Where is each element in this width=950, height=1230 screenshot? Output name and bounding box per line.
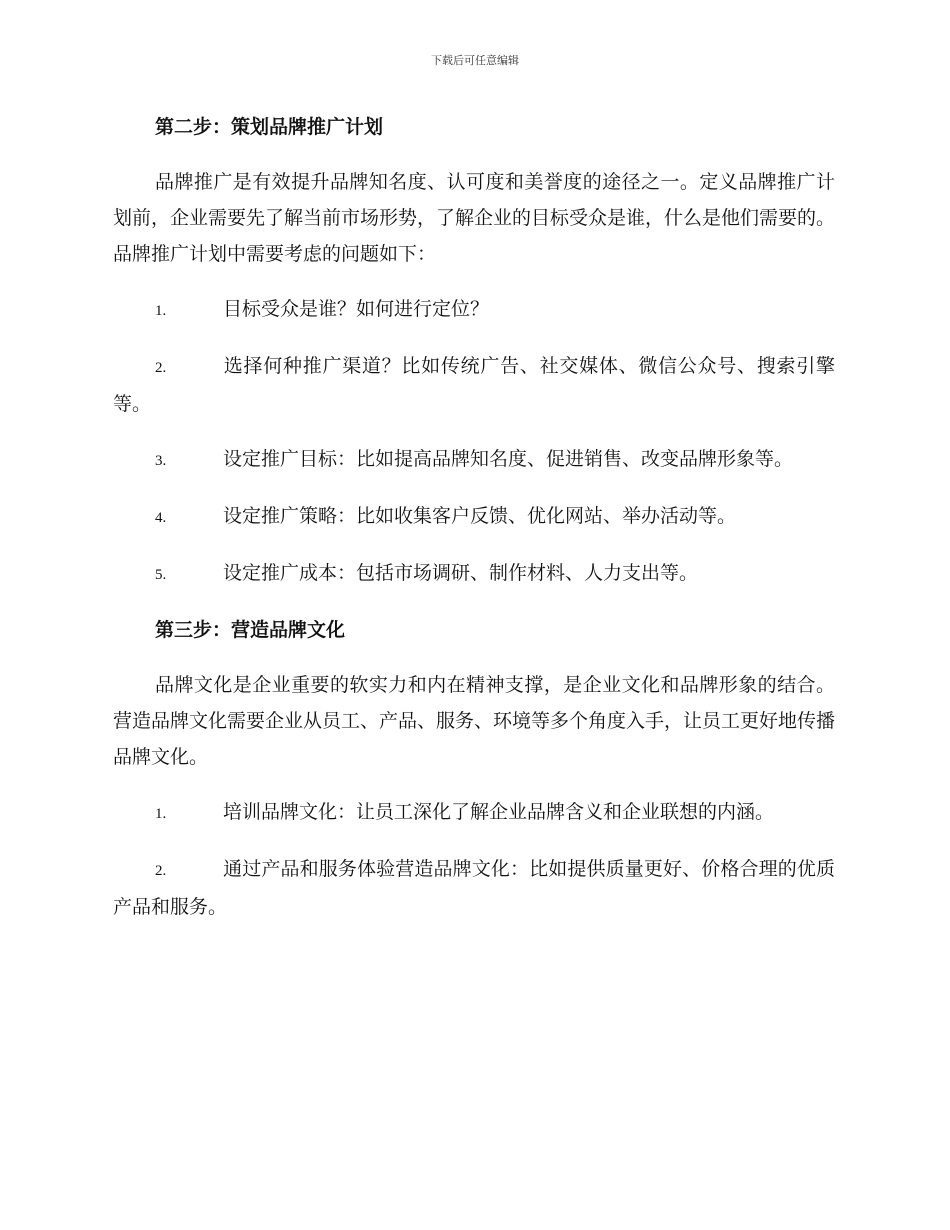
section-intro-step2: 品牌推广是有效提升品牌知名度、认可度和美誉度的途径之一。定义品牌推广计划前，企业需要先了解当前市场形势，了解企业的目标受众是谁，什么是他们需要的。品牌推广计划中需要考虑的问题如下： <box>113 171 836 265</box>
list-number: 2. <box>155 863 167 879</box>
list-number: 3. <box>155 453 167 469</box>
list-item <box>113 794 835 832</box>
section-heading-step3: 第三步：营造品牌文化 <box>155 619 346 641</box>
list-item <box>113 498 835 536</box>
list-item <box>113 555 835 593</box>
list-text: 培训品牌文化：让员工深化了解企业品牌含义和企业联想的内涵。 <box>223 801 775 823</box>
list-item <box>113 291 835 329</box>
list-text: 设定推广成本：包括市场调研、制作材料、人力支出等。 <box>223 562 699 584</box>
list-text: 设定推广策略：比如收集客户反馈、优化网站、举办活动等。 <box>223 505 737 527</box>
list-text: 设定推广目标：比如提高品牌知名度、促进销售、改变品牌形象等。 <box>223 448 794 470</box>
list-text: 通过产品和服务体验营造品牌文化：比如提供质量更好、价格合理的优质产品和服务。 <box>113 858 835 918</box>
section-heading-step2: 第二步：策划品牌推广计划 <box>155 116 384 138</box>
list-number: 1. <box>155 806 167 822</box>
document-body <box>113 109 835 944</box>
list-item <box>113 441 835 479</box>
list-number: 5. <box>155 567 167 583</box>
list-number: 1. <box>155 303 167 319</box>
list-text: 选择何种推广渠道？比如传统广告、社交媒体、微信公众号、搜索引擎等。 <box>113 355 835 415</box>
section-intro-step3: 品牌文化是企业重要的软实力和内在精神支撑，是企业文化和品牌形象的结合。营造品牌文化需要企业从员工、产品、服务、环境等多个角度入手，让员工更好地传播品牌文化。 <box>113 674 836 768</box>
list-item <box>113 348 835 422</box>
page-header: 下载后可任意编辑 <box>431 54 519 67</box>
list-item <box>113 851 835 925</box>
list-text: 目标受众是谁？如何进行定位？ <box>223 298 490 320</box>
list-number: 2. <box>155 360 167 376</box>
list-number: 4. <box>155 510 167 526</box>
